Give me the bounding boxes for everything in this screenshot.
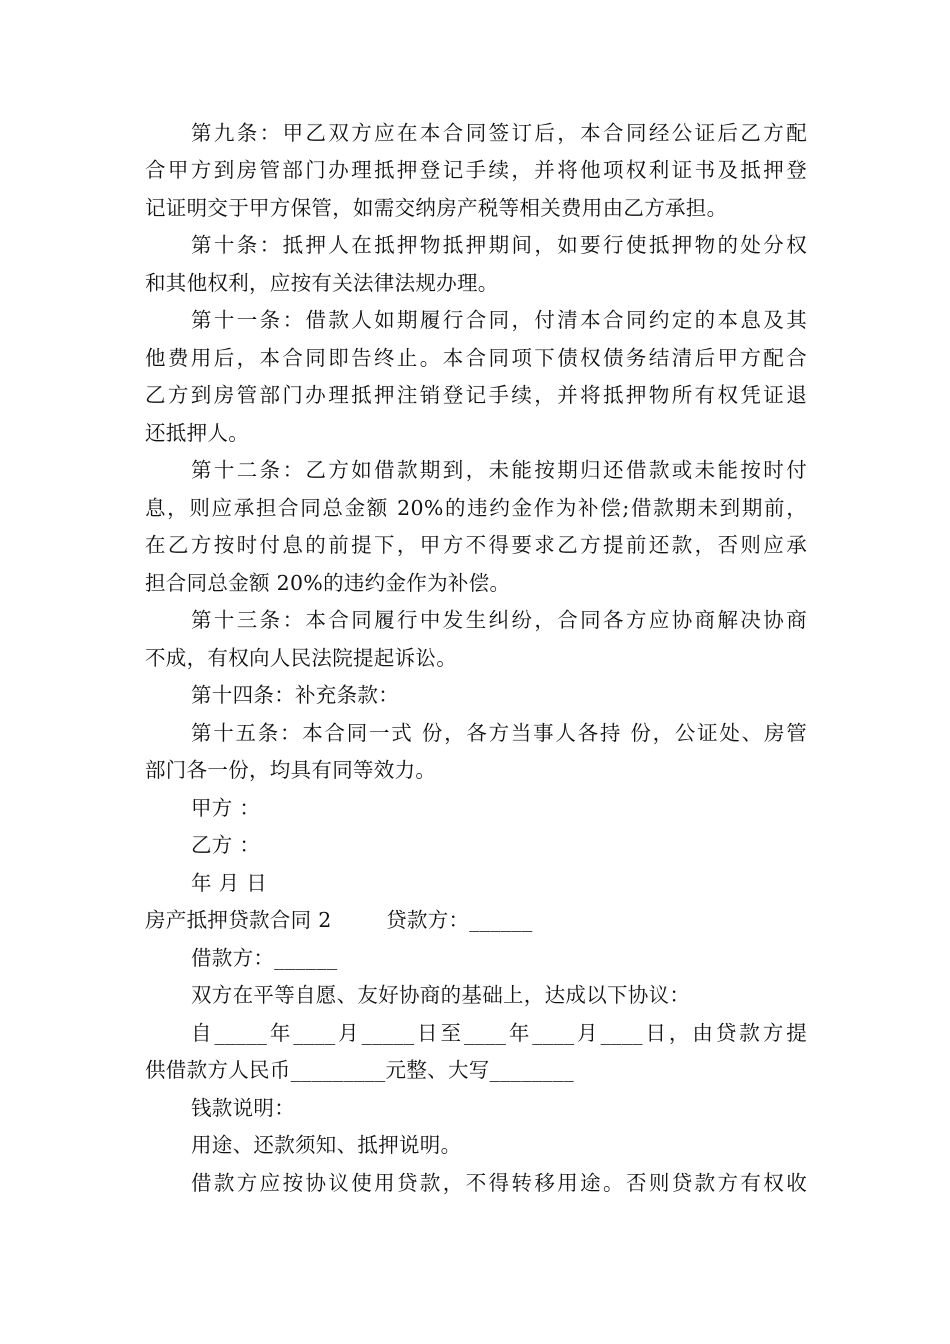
loan-term-line-2: 供借款方人民币_________元整、大写________ [145, 1058, 574, 1082]
article-9-line-3: 记证明交于甲方保管，如需交纳房产税等相关费用由乙方承担。 [145, 196, 728, 220]
party-a-signature: 甲方 ： [191, 796, 261, 820]
payment-description-heading: 钱款说明： [191, 1096, 295, 1120]
contract-2-title-lender: 房产抵押贷款合同 2 贷款方：______ [145, 908, 533, 932]
usage-repayment-mortgage-note: 用途、还款须知、抵押说明。 [191, 1133, 462, 1157]
article-15-line-1: 第十五条：本合同一式 份，各方当事人各持 份，公证处、房管 [191, 721, 807, 745]
article-11-line-1: 第十一条：借款人如期履行合同，付清本合同约定的本息及其 [191, 308, 807, 332]
article-12-line-3: 在乙方按时付息的前提下，甲方不得要求乙方提前还款，否则应承 [145, 533, 807, 557]
usage-clause-line-1: 借款方应按协议使用贷款，不得转移用途。否则贷款方有权收 [191, 1171, 807, 1195]
article-13-line-1: 第十三条：本合同履行中发生纠纷，合同各方应协商解决协商 [191, 608, 807, 632]
article-11-line-2: 他费用后，本合同即告终止。本合同项下债权债务结清后甲方配合 [145, 346, 807, 370]
article-10-line-1: 第十条：抵押人在抵押物抵押期间，如要行使抵押物的处分权 [191, 233, 807, 257]
article-11-line-3: 乙方到房管部门办理抵押注销登记手续，并将抵押物所有权凭证退 [145, 383, 807, 407]
party-b-signature: 乙方 ： [191, 833, 261, 857]
article-10-line-2: 和其他权利，应按有关法律法规办理。 [145, 271, 499, 295]
article-12-line-1: 第十二条：乙方如借款期到，未能按期归还借款或未能按时付 [191, 458, 807, 482]
article-13-line-2: 不成，有权向人民法院提起诉讼。 [145, 646, 457, 670]
article-12-line-2: 息，则应承担合同总金额 20%的违约金作为补偿;借款期未到期前， [145, 496, 807, 520]
signing-date: 年 月 日 [191, 871, 268, 895]
article-12-line-4: 担合同总金额 20%的违约金作为补偿。 [145, 571, 511, 595]
article-9-line-2: 合甲方到房管部门办理抵押登记手续，并将他项权利证书及抵押登 [145, 158, 807, 182]
article-9-line-1: 第九条：甲乙双方应在本合同签订后，本合同经公证后乙方配 [191, 121, 807, 145]
borrower-line: 借款方：______ [191, 946, 338, 970]
article-11-line-4: 还抵押人。 [145, 421, 249, 445]
article-15-line-2: 部门各一份，均具有同等效力。 [145, 758, 437, 782]
article-14: 第十四条：补充条款： [191, 683, 399, 707]
loan-term-line-1: 自_____年____月_____日至____年____月____日，由贷款方提 [191, 1021, 807, 1045]
agreement-intro: 双方在平等自愿、友好协商的基础上，达成以下协议： [191, 983, 691, 1007]
